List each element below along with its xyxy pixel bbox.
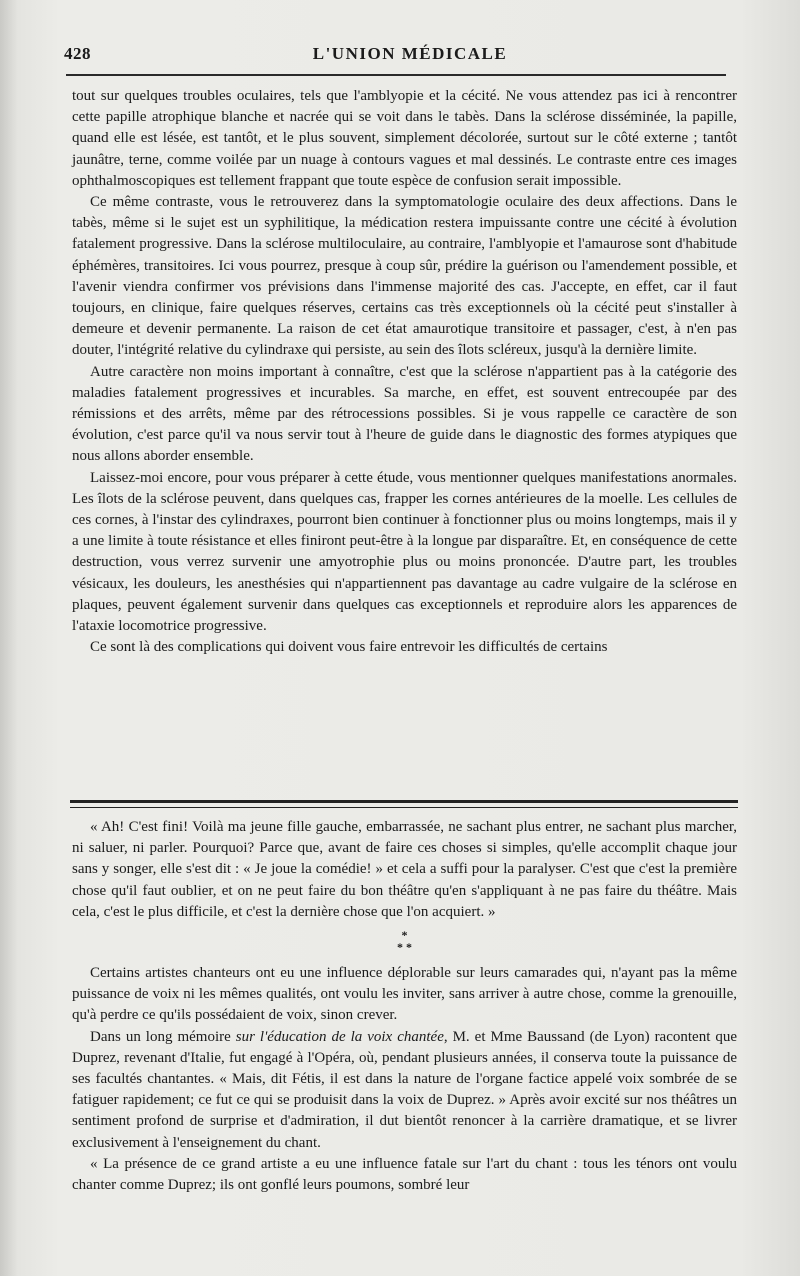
article-paragraph: Laissez-moi encore, pour vous préparer à cette étude, vous mentionner quelques manifestations anormales. Les îlots de la sclérose peuvent, dans quelques cas, frapper les cornes antérieures de la moelle. Les cellules de ces cornes, à l'instar des cylindraxes, pourront bien continuer à fonctionner plus ou moins longtemps, mais il y a une limite à toute résistance et elles finiront peut-être à la longue par disparaître. Et, en conséquence de cette destruction, vous verrez survenir une amyotrophie plus ou moins prononcée. D'autre part, les troubles vésicaux, les douleurs, les anesthésies qui n'appartiennent pas davantage au cadre vulgaire de la sclérose en plaques, peuvent également survenir dans quelques cas exceptionnels et reproduire alors les apparences de l'ataxie locomotrice progressive.: [72, 469, 737, 635]
article-paragraph: Autre caractère non moins important à connaître, c'est que la sclérose n'appartient pas à la catégorie des maladies fatalement progressives et incurables. Sa marche, en effet, est souvent entrecoupée par des rémissions et des arrêts, même par des rétrocessions possibles. Si je vous rappelle ce caractère de son évolution, c'est parce qu'il va nous servir tout à l'heure de guide dans le diagnostic des formes atypiques que nous allons aborder ensemble.: [72, 363, 737, 465]
main-article-body: [72, 86, 737, 658]
article-paragraph: tout sur quelques troubles oculaires, tels que l'amblyopie et la cécité. Ne vous attendez pas ici à rencontrer cette papille atrophique blanche et nacrée qui se voit dans le tabès. Dans la sclérose disséminée, la papille, quand elle est lésée, est tantôt, et le plus souvent, simplement décolorée, surtout sur le côté externe ; tantôt jaunâtre, terne, comme voilée par un nuage à contours vagues et mal dessinés. Le contraste entre ces images ophthalmoscopiques est tellement frappant que toute espèce de confusion serait impossible.: [72, 88, 737, 189]
page-number: 428: [64, 44, 91, 63]
feuilleton-paragraph: Certains artistes chanteurs ont eu une influence déplorable sur leurs camarades qui, n'ayant pas la même puissance de voix ni les mêmes qualités, ont voulu les inviter, sans arriver à autre chose, comme la grenouille, qu'à perdre ce qu'ils possédaient de voix, sinon crever.: [72, 965, 737, 1024]
feuilleton-paragraph: [72, 1027, 737, 1154]
asterism-bottom: * *: [397, 940, 412, 955]
paragraph-text: , M. et Mme Baussand (de Lyon) racontent que Duprez, revenant d'Italie, fut engagé à l'Opéra, où, pendant plusieurs années, il conserva toute la puissance de ses facultés chantantes. « Mais, dit Fétis, il est dans la nature de l'organe factice appelé voix sombrée de se fatiguer rapidement; ce fut ce qui se produisit dans la voix de Duprez. » Après avoir excité sur nos théâtres un sentiment profond de surprise et d'admiration, il dut bientôt renoncer à la carrière dramatique, et se livrer exclusivement à l'enseignement du chant.: [72, 1028, 738, 1151]
running-header: [0, 44, 800, 68]
work-title: sur l'éducation de la voix chantée: [235, 1028, 444, 1045]
quote-paragraph: « Ah! C'est fini! Voilà ma jeune fille gauche, embarrassée, ne sachant plus entrer, ne sachant plus marcher, ni saluer, ni parler. Pourquoi? Parce que, avant de faire ces choses si simples, qu'elle accomplit chaque jour sans y songer, elle s'est dit : « Je joue la comédie! » et cela a suffi pour la paralyser. C'est que c'est la première chose qu'il faut oublier, et on ne peut faire du bon théâtre qu'en s'appliquant à ne pas faire du théâtre. Mais cela, c'est le plus difficile, et c'est la dernière chose que l'on acquiert. »: [72, 819, 737, 920]
feuilleton-paragraph: « La présence de ce grand artiste a eu une influence fatale sur l'art du chant : tous les ténors ont voulu chanter comme Duprez; ils ont gonflé leurs poumons, sombré leur: [72, 1155, 737, 1194]
asterism-top: *: [401, 928, 408, 943]
feuilleton-body: [72, 817, 737, 1196]
paragraph-text: Dans un long mémoire: [90, 1028, 236, 1045]
article-paragraph: Ce sont là des complications qui doivent vous faire entrevoir les difficultés de certains: [90, 639, 608, 656]
header-rule: [66, 74, 726, 76]
running-title: L'UNION MÉDICALE: [312, 44, 508, 63]
article-paragraph: Ce même contraste, vous le retrouverez dans la symptomatologie oculaire des deux affections. Dans le tabès, même si le sujet est un syphilitique, la médication restera impuissante contre une cécité à évolution fatalement progressive. Dans la sclérose multiloculaire, au contraire, l'amblyopie et l'amaurose sont d'habitude éphémères, transitoires. Ici vous pourrez, presque à coup sûr, prédire la guérison ou l'amendement possible, et l'avenir viendra confirmer vos prévisions dans l'immense majorité des cas. J'accepte, en effet, car il faut toujours, en clinique, faire quelques réserves, certains cas très exceptionnels où la cécité peut s'installer à demeure et devenir permanente. La raison de cet état amaurotique transitoire et passager, c'est, à n'en pas douter, l'intégrité relative du cylindraxe qui persiste, au sein des îlots scléreux, jusqu'à la dernière limite.: [72, 194, 737, 359]
feuilleton-divider: [70, 800, 738, 808]
asterism-separator: [72, 929, 737, 953]
